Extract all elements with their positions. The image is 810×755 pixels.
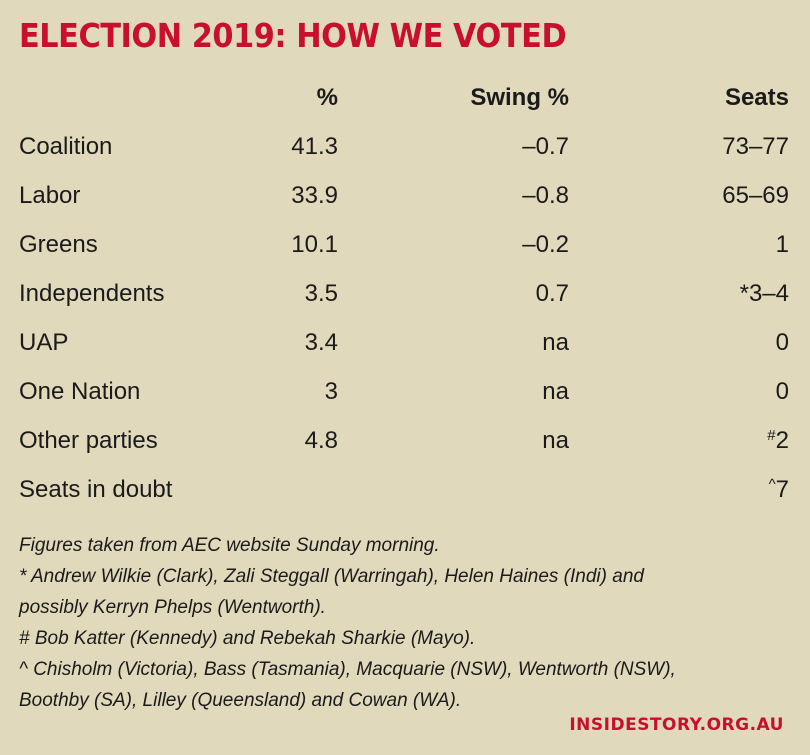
seats-value: *3–4 [739,280,789,307]
swing-value: 0.7 [535,280,569,307]
table-row [19,325,789,374]
seats-note-marker: ^ [768,476,776,493]
table-row [19,472,789,521]
table-row [19,374,789,423]
party-name: One Nation [19,378,141,405]
party-name: Other parties [19,427,158,454]
party-name: UAP [19,329,69,356]
footnotes [19,530,799,716]
footnote: possibly Kerryn Phelps (Wentworth). [19,597,326,618]
footnote: Boothby (SA), Lilley (Queensland) and Cowan (WA). [19,690,462,711]
page-title: ELECTION 2019: HOW WE VOTED [19,16,567,55]
seats-value: 65–69 [722,182,789,209]
footnote: Figures taken from AEC website Sunday morning. [19,535,440,556]
vote-percent: 3.4 [304,329,338,356]
footnote: ^ Chisholm (Victoria), Bass (Tasmania), Macquarie (NSW), Wentworth (NSW), [19,659,676,680]
source-credit: INSIDESTORY.ORG.AU [569,715,784,735]
footnote: # Bob Katter (Kennedy) and Rebekah Sharkie (Mayo). [19,628,476,649]
vote-percent: 33.9 [291,182,338,209]
party-name: Coalition [19,133,113,160]
seats-value: 0 [775,329,789,356]
seats-value: 73–77 [722,133,789,160]
seats-value: #2 [767,427,789,454]
table-row [19,227,789,276]
vote-percent: 4.8 [304,427,338,454]
swing-value: na [542,378,569,405]
swing-value: na [542,329,569,356]
header-swing: Swing % [470,84,569,111]
party-name: Seats in doubt [19,476,173,503]
table-row [19,178,789,227]
footnote: * Andrew Wilkie (Clark), Zali Steggall (Warringah), Helen Haines (Indi) and [19,566,644,587]
table-row [19,276,789,325]
seats-value: ^7 [768,476,789,503]
seats-value: 0 [775,378,789,405]
swing-value: –0.2 [522,231,569,258]
header-percent: % [316,84,338,111]
swing-value: –0.8 [522,182,569,209]
party-name: Labor [19,182,81,209]
seats-note-marker: * [739,280,749,307]
vote-percent: 3.5 [304,280,338,307]
vote-percent: 10.1 [291,231,338,258]
swing-value: –0.7 [522,133,569,160]
vote-percent: 41.3 [291,133,338,160]
table-row [19,423,789,472]
seats-value: 1 [775,231,789,258]
table-row [19,129,789,178]
vote-percent: 3 [324,378,338,405]
table-header-row [19,80,789,129]
swing-value: na [542,427,569,454]
results-table [19,80,789,521]
party-name: Independents [19,280,165,307]
party-name: Greens [19,231,98,258]
header-seats: Seats [724,84,789,111]
seats-note-marker: # [767,427,776,444]
